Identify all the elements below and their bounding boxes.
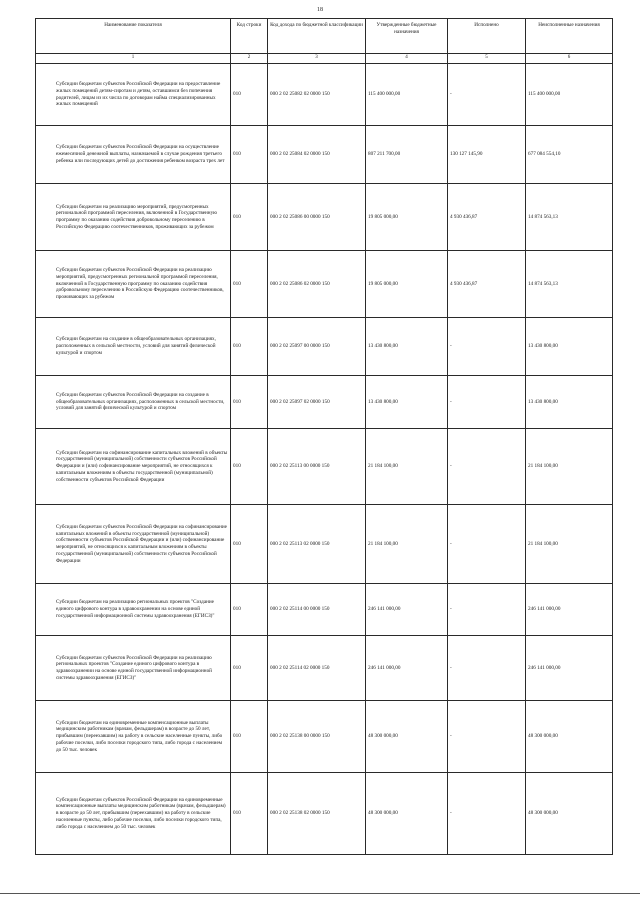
table-row [36, 584, 613, 636]
income-code: 000 2 02 25082 02 0000 150 [268, 64, 366, 126]
table-row [36, 251, 613, 318]
header-row [36, 19, 613, 54]
indicator-name: Субсидии бюджетам субъектов Российской Федерации на предоставление жилых помещений детям-сиротам и детям, оставшимся без попечения родителей, лицам из их числа по договорам найма специализированных жилых помещений [36, 64, 231, 126]
table-row [36, 429, 613, 505]
income-code: 000 2 02 25138 00 0000 150 [268, 701, 366, 773]
line-code: 010 [231, 64, 268, 126]
executed-amount: 4 930 436,87 [448, 251, 526, 318]
unexecuted-amount: 677 084 554,10 [526, 126, 613, 184]
executed-amount: - [448, 429, 526, 505]
header-name: Наименование показателя [36, 19, 231, 54]
approved-amount: 807 211 700,00 [366, 126, 448, 184]
approved-amount: 19 805 000,00 [366, 251, 448, 318]
executed-amount: - [448, 318, 526, 376]
unexecuted-amount: 115 400 000,00 [526, 64, 613, 126]
table-row [36, 636, 613, 701]
unexecuted-amount: 14 874 563,13 [526, 184, 613, 251]
executed-amount: 4 930 436,87 [448, 184, 526, 251]
column-number: 5 [448, 54, 526, 64]
unexecuted-amount: 21 184 100,00 [526, 505, 613, 584]
line-code: 010 [231, 429, 268, 505]
executed-amount: - [448, 636, 526, 701]
approved-amount: 21 184 100,00 [366, 505, 448, 584]
approved-amount: 48 300 000,00 [366, 773, 448, 855]
table-row [36, 376, 613, 429]
indicator-name: Субсидии бюджетам субъектов Российской Федерации на единовременные компенсационные выплаты медицинским работникам (врачам, фельдшерам) в возрасте до 50 лет, прибывшим (переехавшим) на работу в сельские населенные пункты, либо рабочие поселки, либо поселки городского типа, либо города с населением до 50 тыс. человек [36, 773, 231, 855]
indicator-name: Субсидии бюджетам на реализацию региональных проектов "Создание единого цифрового контура в здравоохранении на основе единой государственной информационной системы здравоохранения (ЕГИСЗ)" [36, 584, 231, 636]
approved-amount: 21 184 100,00 [366, 429, 448, 505]
executed-amount: - [448, 701, 526, 773]
unexecuted-amount: 21 184 100,00 [526, 429, 613, 505]
indicator-name: Субсидии бюджетам на единовременные компенсационные выплаты медицинским работникам (врачам, фельдшерам) в возрасте до 50 лет, прибывшим (переехавшим) на работу в сельские населенные пункты, либо рабочие поселки, либо поселки городского типа, либо города с населением до 50 тыс. человек [36, 701, 231, 773]
table-row [36, 318, 613, 376]
indicator-name: Субсидии бюджетам субъектов Российской Федерации на осуществление ежемесячной денежной выплаты, назначаемой в случае рождения третьего ребенка или последующих детей до достижения ребенком возраста трех лет [36, 126, 231, 184]
line-code: 010 [231, 773, 268, 855]
unexecuted-amount: 246 141 000,00 [526, 584, 613, 636]
executed-amount: - [448, 773, 526, 855]
approved-amount: 246 141 000,00 [366, 584, 448, 636]
income-code: 000 2 02 25097 00 0000 150 [268, 318, 366, 376]
column-number: 4 [366, 54, 448, 64]
unexecuted-amount: 246 141 000,00 [526, 636, 613, 701]
approved-amount: 19 805 000,00 [366, 184, 448, 251]
approved-amount: 13 430 800,00 [366, 318, 448, 376]
line-code: 010 [231, 505, 268, 584]
table-row [36, 773, 613, 855]
executed-amount: - [448, 584, 526, 636]
line-code: 010 [231, 584, 268, 636]
header-executed: Исполнено [448, 19, 526, 54]
column-number-row [36, 54, 613, 64]
unexecuted-amount: 13 430 800,00 [526, 376, 613, 429]
indicator-name: Субсидии бюджетам субъектов Российской Федерации на реализацию мероприятий, предусмотренных региональной программой переселения, включенной в Государственную программу по оказанию содействия добровольному переселению в Российскую Федерацию соотечественников, проживающих за рубежом [36, 251, 231, 318]
unexecuted-amount: 14 874 563,13 [526, 251, 613, 318]
indicator-name: Субсидии бюджетам субъектов Российской Федерации на создание в общеобразовательных организациях, расположенных в сельской местности, условий для занятий физической культурой и спортом [36, 376, 231, 429]
indicator-name: Субсидии бюджетам субъектов Российской Федерации на реализацию региональных проектов "Создание единого цифрового контура в здравоохранении на основе единой государственной информационной системы здравоохранения (ЕГИСЗ)" [36, 636, 231, 701]
line-code: 010 [231, 126, 268, 184]
line-code: 010 [231, 636, 268, 701]
header-line-code: Код строки [231, 19, 268, 54]
executed-amount: - [448, 64, 526, 126]
income-code: 000 2 02 25113 02 0000 150 [268, 505, 366, 584]
page-bottom-rule [0, 893, 640, 894]
unexecuted-amount: 48 300 000,00 [526, 701, 613, 773]
page-number: 18 [317, 7, 323, 13]
indicator-name: Субсидии бюджетам на реализацию мероприятий, предусмотренных региональной программой переселения, включенной в Государственную программу по оказанию содействия добровольному переселению в Российскую Федерацию соотечественников, проживающих за рубежом [36, 184, 231, 251]
unexecuted-amount: 48 300 000,00 [526, 773, 613, 855]
header-approved: Утвержденные бюджетные назначения [366, 19, 448, 54]
income-code: 000 2 02 25114 02 0000 150 [268, 636, 366, 701]
unexecuted-amount: 13 430 800,00 [526, 318, 613, 376]
approved-amount: 13 430 800,00 [366, 376, 448, 429]
indicator-name: Субсидии бюджетам на софинансирование капитальных вложений в объекты государственной (муниципальной) собственности субъектов Российской Федерации и (или) софинансирование мероприятий, не относящихся к капитальным вложениям в объекты государственной (муниципальной) собственности субъектов Российской Федерации [36, 429, 231, 505]
table-row [36, 505, 613, 584]
approved-amount: 246 141 000,00 [366, 636, 448, 701]
header-income-code: Код дохода по бюджетной классификации [268, 19, 366, 54]
income-code: 000 2 02 25086 00 0000 150 [268, 184, 366, 251]
header-unexecuted: Неисполненные назначения [526, 19, 613, 54]
executed-amount: - [448, 376, 526, 429]
line-code: 010 [231, 184, 268, 251]
approved-amount: 48 300 000,00 [366, 701, 448, 773]
indicator-name: Субсидии бюджетам субъектов Российской Федерации на софинансирование капитальных вложений в объекты государственной (муниципальной) собственности субъектов Российской Федерации и (или) софинансирование мероприятий, не относящихся к капитальным вложениям в объекты государственной (муниципальной) собственности субъектов Российской Федерации [36, 505, 231, 584]
column-number: 2 [231, 54, 268, 64]
table-row [36, 701, 613, 773]
column-number: 6 [526, 54, 613, 64]
line-code: 010 [231, 701, 268, 773]
table-row [36, 184, 613, 251]
line-code: 010 [231, 376, 268, 429]
income-code: 000 2 02 25113 00 0000 150 [268, 429, 366, 505]
income-code: 000 2 02 25138 02 0000 150 [268, 773, 366, 855]
line-code: 010 [231, 251, 268, 318]
column-number: 3 [268, 54, 366, 64]
income-code: 000 2 02 25086 02 0000 150 [268, 251, 366, 318]
approved-amount: 115 400 000,00 [366, 64, 448, 126]
executed-amount: 130 127 145,90 [448, 126, 526, 184]
table-row [36, 126, 613, 184]
income-code: 000 2 02 25084 02 0000 150 [268, 126, 366, 184]
table-row [36, 64, 613, 126]
income-code: 000 2 02 25097 02 0000 150 [268, 376, 366, 429]
indicator-name: Субсидии бюджетам на создание в общеобразовательных организациях, расположенных в сельской местности, условий для занятий физической культурой и спортом [36, 318, 231, 376]
executed-amount: - [448, 505, 526, 584]
income-code: 000 2 02 25114 00 0000 150 [268, 584, 366, 636]
column-number: 1 [36, 54, 231, 64]
budget-execution-table [35, 18, 613, 855]
line-code: 010 [231, 318, 268, 376]
